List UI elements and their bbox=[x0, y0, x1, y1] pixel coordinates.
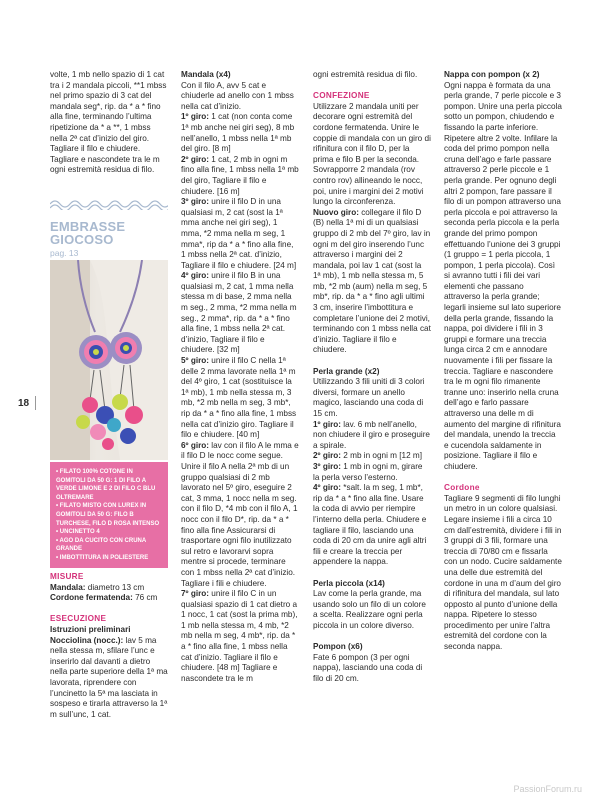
misure-mandala bbox=[50, 583, 168, 594]
value: unire il filo C in un qualsiasi spazio di 1 cat dietro a 1 nocc, 1 cat (sost la prima mb), 1 mb nella stessa m, 4 mb, *2 mb nella m seg, 4 mb*, rip. da * a * fino alla fine, 1 mbss nella cat d’inizio. Tagliare il filo e chiudere. [48 m] Tagliare e nascondete tra le m bbox=[181, 589, 298, 683]
label: 6º giro: bbox=[181, 440, 210, 450]
wave-divider-icon bbox=[50, 198, 168, 210]
giro-row bbox=[313, 462, 431, 483]
label: Nocciolina (nocc.): bbox=[50, 635, 124, 645]
pompon-text: Fate 6 pompon (3 per ogni nappa), lasciando una coda di filo di 20 cm. bbox=[313, 652, 423, 683]
material-item: • UNCINETTO 4 bbox=[56, 529, 100, 536]
material-item: • IMBOTTITURA IN POLIESTERE bbox=[56, 554, 149, 561]
value: lav 5 ma nella stessa m, sfilare l’unc e inserirlo dal davanti a dietro nella parte superiore della 1ª ma lavorata, riprendere con l’uncinetto la 5ª ma lasciata in sospeso e tirarla attraverso la 1ª m sull’unc, 1 cat. bbox=[50, 635, 168, 719]
giro-row bbox=[181, 441, 299, 589]
material-text: IMBOTTITURA IN POLIESTERE bbox=[59, 554, 149, 561]
nappa-text: Ogni nappa è formata da una perla grande, 7 perle piccole e 3 pompon. Unire una perla piccola sotto un pompon, chiudendo e fissando la parte inferiore. Ripetere altre 2 volte. Infilare la coda del primo pompon nella cruna dell’ago e farle passare attraverso 2 perle piccole e 1 perla grande. Per ognuno degli altri 2 pompon, fare passare il filo di un pompon attraverso una perla piccola e poi attraverso la seconda perla piccola e la perla grande del primo pompon effettuando l’unione dei 3 gruppi (1 gruppo = 1 perla piccola, 1 pompon, 1 perla piccola). Così si avranno tutti i fili dei vari elementi che passano attraverso la perla grande; legarli insieme sul lato superiore della perla grande, fissando la nappa, poi dividere i fili in 3 gruppi e formare una treccia lunga circa 2 cm e annodare nuovamente i fili per fissare la treccia. Tagliare e nascondere tra le m ogni filo rimanente tranne uno: inserirlo nella cruna dell’ago e farlo passare attraverso una delle m di aumento del margine di rifinitura del mandala, unendo la treccia e cucendola saldamente in posizione. Tagliare il filo e chiudere. bbox=[444, 80, 562, 471]
material-item: • FILATO MISTO CON LUREX IN GOMITOLI DA 50 G: FILO B TURCHESE, FILO D ROSA INTENSO bbox=[56, 503, 160, 527]
material-item: • AGO DA CUCITO CON CRUNA GRANDE bbox=[56, 537, 146, 553]
esecuzione-heading: ESECUZIONE bbox=[50, 614, 107, 624]
value: collegare il filo D (B) nella 1ª mi di un qualsiasi gruppo di 2 mb del 7º giro, lav in ogni m del giro inserendo l’unc attraverso i margini dei 2 mandala, poi lav 1 cat (sost la 1ª mb), 1 mb nella stessa m, 5 mb, *2 mb (aum) nella m seg, 5 mb*, rip. da * a * fino agli ultimi 3 cm, inserire l’imbottitura e completare l’unione dei 2 motivi, terminando con 1 mbss nella cat d’inizio. Tagliare il filo e chiudere. bbox=[313, 207, 431, 355]
column-1 bbox=[50, 70, 168, 176]
col3-top: ogni estremità residua di filo. bbox=[313, 70, 418, 79]
value: unire il filo B in una qualsiasi m, 2 cat, 1 mma nella stessa m di base, 2 mma nella m seg., 2 mma, *2 mma nella m seg., 2 mma*, rip. da * a * fino alla fine, 1 mbss nella 2ª cat. d’inizio, Tagliare il filo e chiudere. [32 m] bbox=[181, 271, 297, 355]
confezione-text: Utilizzare 2 mandala uniti per decorare ogni estremità del cordone fermatenda. Unire le coppie di mandala con un giro di rifinitura con il filo D, per la prima e filo B per la seconda. Sovrapporre 2 mandala (rov contro rov) allineando le nocc, poi, unire i margini dei 2 motivi lungo la circonferenza. bbox=[313, 101, 431, 207]
material-text: FILATO MISTO CON LUREX IN GOMITOLI DA 50 G: FILO B TURCHESE, FILO D ROSA INTENSO bbox=[56, 503, 160, 527]
label: 1º giro: bbox=[313, 419, 342, 429]
giro-row bbox=[181, 112, 299, 154]
giro-row bbox=[313, 451, 431, 462]
perla-piccola-heading: Perla piccola (x14) bbox=[313, 578, 385, 588]
page-number: 18 bbox=[18, 398, 30, 409]
label: 1º giro: bbox=[181, 112, 210, 122]
watermark: PassionForum.ru bbox=[513, 784, 582, 794]
column-2 bbox=[181, 70, 299, 684]
istruzioni-subheading: Istruzioni preliminari bbox=[50, 624, 131, 634]
project-title-line-2: GIOCOSO bbox=[50, 232, 114, 247]
value: unire il filo D in una qualsiasi m, 2 cat (sost la 1ª mma anche nei giri seg), 1 mma, *2 mma nella m seg, 1 mma*, rip da * a * fino alla fine, 1 mbss nella 2ª cat. d’inizio, Tagliare il filo e chiudere. [24 m] bbox=[181, 197, 297, 270]
label: 3º giro: bbox=[313, 461, 342, 471]
value: 76 cm bbox=[132, 593, 158, 603]
label: 2º giro: bbox=[313, 451, 342, 461]
cordone-heading: Cordone bbox=[444, 483, 480, 493]
mandala-heading: Mandala (x4) bbox=[181, 70, 231, 79]
label: 3º giro: bbox=[181, 197, 210, 207]
confezione-heading: CONFEZIONE bbox=[313, 91, 370, 101]
giro-row bbox=[181, 356, 299, 441]
label: Mandala: bbox=[50, 582, 86, 592]
value: 1 mb in ogni m, girare la perla verso l’esterno. bbox=[313, 461, 423, 482]
pompon-heading: Pompon (x6) bbox=[313, 642, 363, 652]
giro-row bbox=[313, 483, 431, 568]
value: 1 cat (non conta come 1ª mb anche nei giri seg), 8 mb nell’anello, 1 mbss nella 1ª mb del giro. [8 m] bbox=[181, 112, 295, 154]
label: Cordone fermatenda: bbox=[50, 593, 133, 603]
column-3 bbox=[313, 70, 431, 684]
materials-box bbox=[50, 462, 168, 568]
label: 7º giro: bbox=[181, 589, 210, 599]
value: diametro 13 cm bbox=[85, 582, 145, 592]
material-text: FILATO 100% COTONE IN GOMITOLI DA 50 G: 1 DI FILO A VERDE LIMONE E 2 DI FILO C BLU OLTREMARE bbox=[56, 469, 156, 501]
project-title bbox=[50, 220, 125, 246]
misure-cordone bbox=[50, 593, 168, 604]
perla-piccola-text: Lav come la perla grande, ma usando solo un filo di un colore a scelta. Realizzare ogni perla piccola in un colore diverso. bbox=[313, 589, 426, 630]
project-title-line-1: EMBRASSE bbox=[50, 219, 126, 234]
label: 4º giro: bbox=[313, 483, 342, 493]
material-item: • FILATO 100% COTONE IN GOMITOLI DA 50 G: 1 DI FILO A VERDE LIMONE E 2 DI FILO C BLU OLTREMARE bbox=[56, 469, 156, 501]
tieback-illustration bbox=[50, 260, 168, 460]
value: unire il filo C nella 1ª delle 2 mma lavorate nella 1ª m del 4º giro, 1 cat (sostituisce la 1ª mb), 1 mb nella stessa m, 3 mb, *2 mb nella m seg, 3 mb*, rip da * a * fino alla fine, 1 mbss nella cat d’inizio giro. Tagliare il filo e chiudere. [40 m] bbox=[181, 356, 297, 440]
giro-row bbox=[181, 589, 299, 684]
material-text: AGO DA CUCITO CON CRUNA GRANDE bbox=[56, 537, 146, 553]
project-photo bbox=[50, 260, 168, 460]
label: Nuovo giro: bbox=[313, 207, 359, 217]
cordone-text: Tagliare 9 segmenti di filo lunghi un metro in un colore qualsiasi. Legare insieme i fili a circa 10 cm dall’estremità, dividere i fili in 3 gruppi di 3 fili, formare una treccia di 70/80 cm e fissarla con un nodo. Cucire saldamente una delle due estremità del cordone in una m d’aum del giro di rifinitura del mandala, sul lato opposto al punto d’unione della nappa. Ripetere lo stesso procedimento per unire l’altra estremità del cordone con la seconda nappa. bbox=[444, 493, 562, 652]
value: lav. 6 mb nell’anello, non chiudere il giro e proseguire a spirale. bbox=[313, 419, 430, 450]
perla-grande-text: Utilizzando 3 fili uniti di 3 colori diversi, formare un anello magico, lasciando una coda di 15 cm. bbox=[313, 377, 425, 418]
perla-grande-heading: Perla grande (x2) bbox=[313, 366, 380, 376]
column-4 bbox=[444, 70, 562, 653]
nocciolina-text bbox=[50, 636, 168, 721]
misure-heading: MISURE bbox=[50, 572, 84, 581]
value: 2 mb in ogni m [12 m] bbox=[341, 451, 423, 461]
measures-and-execution bbox=[50, 572, 168, 720]
label: 5º giro: bbox=[181, 356, 210, 366]
giro-row bbox=[181, 155, 299, 197]
giro-row bbox=[181, 271, 299, 356]
col1-continuation-text: volte, 1 mb nello spazio di 1 cat tra i 2 mandala piccoli, **1 mbss nel primo spazio di 3 cat del mandala seg*, rip. da * a * fino alla fine, terminando l’ultima ripetizione da * a **, 1 mbss nella 2ª cat d’inizio del giro. Tagliare il filo e chiudere. Tagliare e nascondete tra le m ogni estremità residua di filo. bbox=[50, 70, 167, 175]
project-page-ref: pag. 13 bbox=[50, 248, 79, 258]
value: 1 cat, 2 mb in ogni m fino alla fine, 1 mbss nella 1ª mb del giro, Tagliare il filo e chiudere. [16 m] bbox=[181, 154, 299, 196]
material-text: UNCINETTO 4 bbox=[59, 529, 100, 536]
value: lav con il filo A le mma e il filo D le nocc come segue. Unire il filo A nella 2ª mb di un gruppo qualsiasi di 2 mb lavorato nel 5º giro, eseguire 2 cat, 3 mma, 1 nocc nella m seg. con il filo D, *4 mb con il filo A, 1 nocc con il filo D*, rip. da * a * fino alla fine Assicurarsi di trasportare ogni filo inutilizzato sul retro e lavorarvi sopra mentre si procede, terminare con 1 mbss nella 2ª cat d’inizio. Tagliare i fili e chiudere. bbox=[181, 440, 299, 588]
mandala-intro: Con il filo A, avv 5 cat e chiuderle ad anello con 1 mbss nella cat d’inizio. bbox=[181, 80, 294, 111]
label: 2º giro: bbox=[181, 154, 210, 164]
giro-row bbox=[313, 420, 431, 452]
nappa-heading: Nappa con pompon (x 2) bbox=[444, 70, 540, 79]
value: *salt. la m seg, 1 mb*, rip da * a * fino alla fine. Usare la coda di avvio per riempire l’interno della perla. Chiudere e tagliare il filo, lasciando una coda di 20 cm da unire agli altri fili e creare la treccia per appendere la nappa. bbox=[313, 483, 427, 567]
label: 4º giro: bbox=[181, 271, 210, 281]
nuovo-giro bbox=[313, 208, 431, 356]
giro-row bbox=[181, 197, 299, 271]
page-number-divider bbox=[35, 396, 36, 410]
